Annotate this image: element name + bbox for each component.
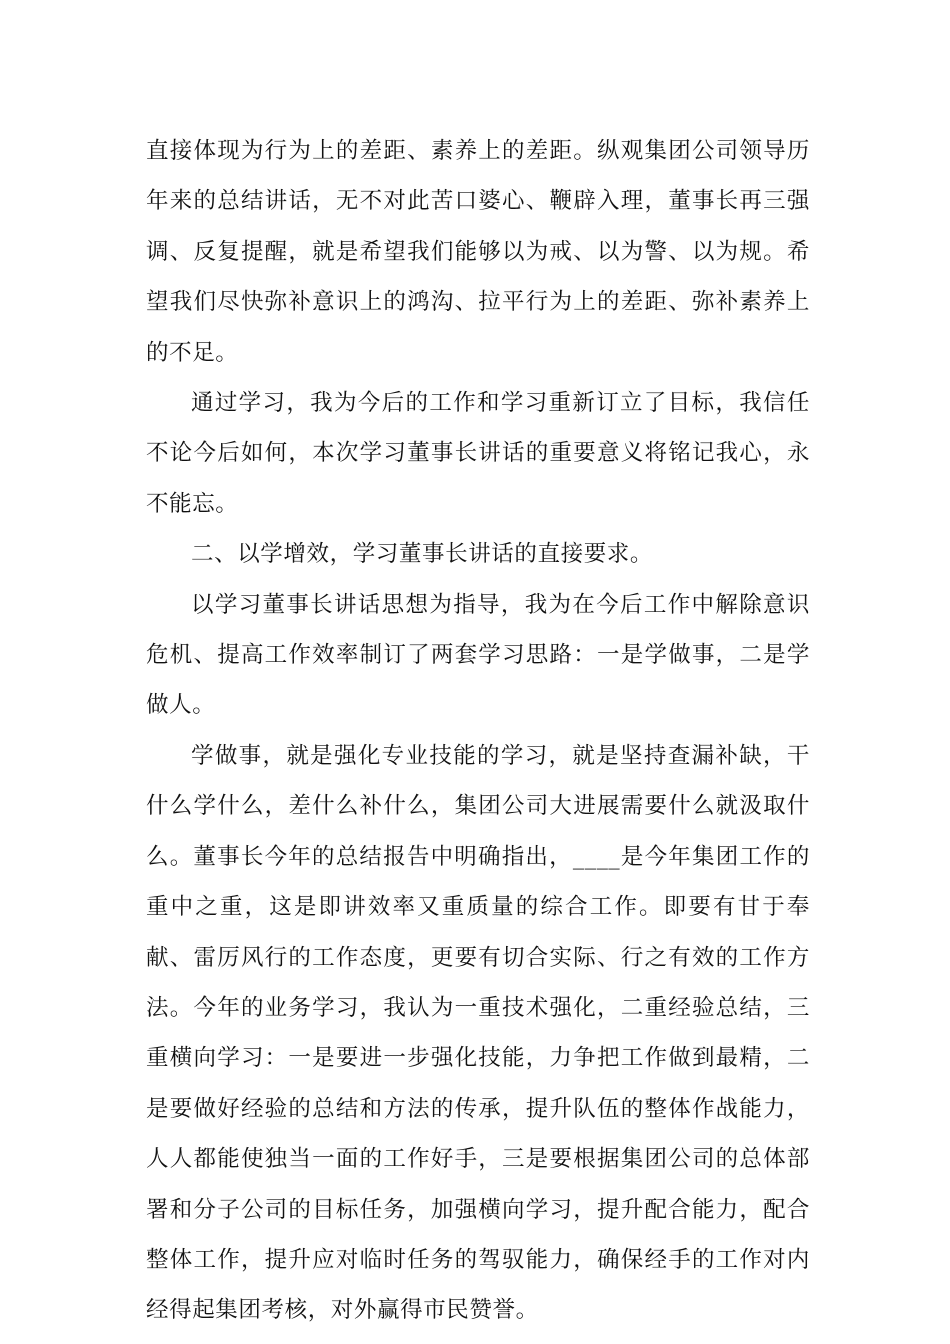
paragraph-goal: 通过学习，我为今后的工作和学习重新订立了目标，我信任不论今后如何，本次学习董事长讲话的重要意义将铭记我心，永不能忘。 <box>146 390 810 517</box>
section-heading: 二、以学增效，学习董事长讲话的直接要求。 <box>191 541 654 568</box>
paragraph-continuation: 直接体现为行为上的差距、素养上的差距。纵观集团公司领导历年来的总结讲话，无不对此苦口婆心、鞭辟入理，董事长再三强调、反复提醒，就是希望我们能够以为戒、以为警、以为规。希望我们尽快弥补意识上的鸿沟、拉平行为上的差距、弥补素养上的不足。 <box>146 138 810 366</box>
document-body <box>146 126 810 1336</box>
paragraph-learn-work: 学做事，就是强化专业技能的学习，就是坚持查漏补缺，干什么学什么，差什么补什么，集团公司大进展需要什么就汲取什么。董事长今年的总结报告中明确指出，____是今年集团工作的重中之重，这是即讲效率又重质量的综合工作。即要有甘于奉献、雷厉风行的工作态度，更要有切合实际、行之有效的工作方法。今年的业务学习，我认为一重技术强化，二重经验总结，三重横向学习：一是要进一步强化技能，力争把工作做到最精，二是要做好经验的总结和方法的传承，提升队伍的整体作战能力，人人都能使独当一面的工作好手，三是要根据集团公司的总体部署和分子公司的目标任务，加强横向学习，提升配合能力，配合整体工作，提升应对临时任务的驾驭能力，确保经手的工作对内经得起集团考核，对外赢得市民赞誉。 <box>146 742 810 1324</box>
paragraph-guidance: 以学习董事长讲话思想为指导，我为在今后工作中解除意识危机、提高工作效率制订了两套学习思路：一是学做事，二是学做人。 <box>146 591 810 719</box>
